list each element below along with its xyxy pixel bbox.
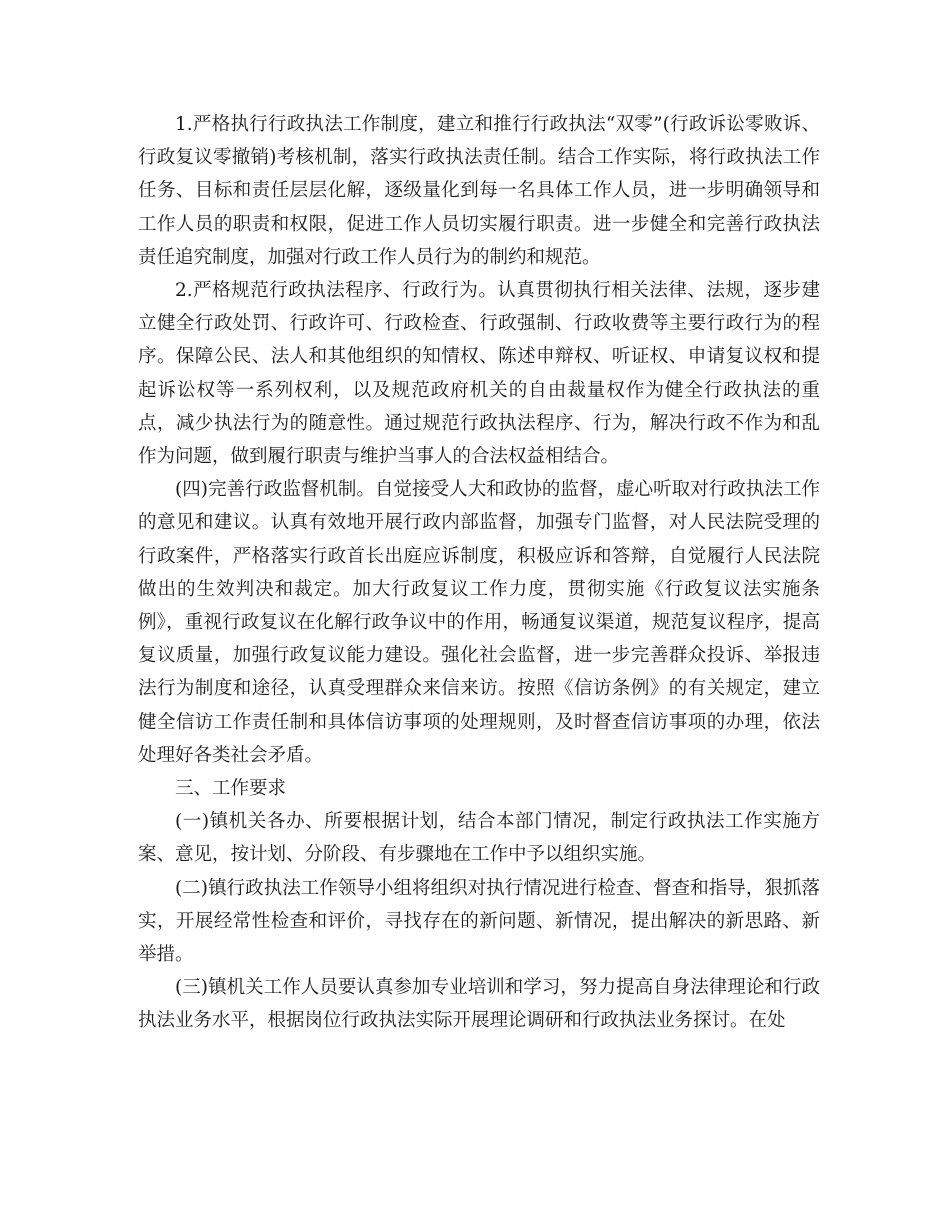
paragraph-requirement-1: (一)镇机关各办、所要根据计划，结合本部门情况，制定行政执法工作实施方案、意见，按计划、分阶段、有步骤地在工作中予以组织实施。 xyxy=(138,811,820,866)
paragraph-requirement-3: (三)镇机关工作人员要认真参加专业培训和学习，努力提高自身法律理论和行政执法业务水平，根据岗位行政执法实际开展理论调研和行政执法业务探讨。在处 xyxy=(138,977,820,1032)
document-body xyxy=(138,108,820,1038)
paragraph-enforcement-procedure: 2.严格规范行政执法程序、行政行为。认真贯彻执行相关法律、法规，逐步建立健全行政处罚、行政许可、行政检查、行政强制、行政收费等主要行政行为的程序。保障公民、法人和其他组织的知情权、陈述申辩权、听证权、申请复议权和提起诉讼权等一系列权利，以及规范政府机关的自由裁量权作为健全行政执法的重点，减少执法行为的随意性。通过规范行政执法程序、行为，解决行政不作为和乱作为问题，做到履行职责与维护当事人的合法权益相结合。 xyxy=(138,280,820,468)
paragraph-supervision-mechanism: (四)完善行政监督机制。自觉接受人大和政协的监督，虚心听取对行政执法工作的意见和建议。认真有效地开展行政内部监督，加强专门监督，对人民法院受理的行政案件，严格落实行政首长出庭应诉制度，积极应诉和答辩，自觉履行人民法院做出的生效判决和裁定。加大行政复议工作力度，贯彻实施《行政复议法实施条例》，重视行政复议在化解行政争议中的作用，畅通复议渠道，规范复议程序，提高复议质量，加强行政复议能力建设。强化社会监督，进一步完善群众投诉、举报违法行为制度和途径，认真受理群众来信来访。按照《信访条例》的有关规定，建立健全信访工作责任制和具体信访事项的处理规则，及时督查信访事项的办理，依法处理好各类社会矛盾。 xyxy=(138,479,820,766)
paragraph-requirement-2: (二)镇行政执法工作领导小组将组织对执行情况进行检查、督查和指导，狠抓落实，开展经常性检查和评价，寻找存在的新问题、新情况，提出解决的新思路、新举措。 xyxy=(138,877,820,966)
paragraph-enforcement-system: 1.严格执行行政执法工作制度，建立和推行行政执法“双零”(行政诉讼零败诉、行政复议零撤销)考核机制，落实行政执法责任制。结合工作实际，将行政执法工作任务、目标和责任层层化解，逐级量化到每一名具体工作人员，进一步明确领导和工作人员的职责和权限，促进工作人员切实履行职责。进一步健全和完善行政执法责任追究制度，加强对行政工作人员行为的制约和规范。 xyxy=(138,114,820,268)
section-heading-work-requirements: 三、工作要求 xyxy=(175,778,287,800)
